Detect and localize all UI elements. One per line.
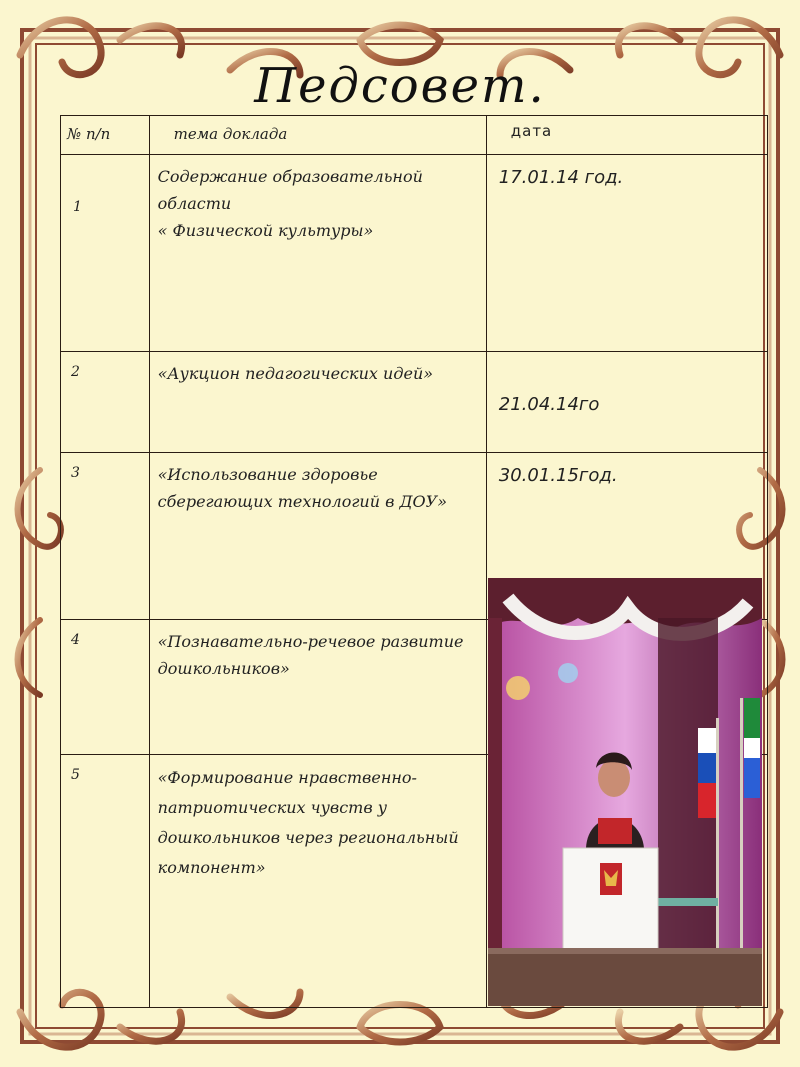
row-topic: «Аукцион педагогических идей» xyxy=(149,352,486,453)
row-number: 5 xyxy=(61,755,150,1008)
event-photo xyxy=(488,578,762,1006)
table-header-row xyxy=(61,116,768,155)
header-date: дата xyxy=(486,116,767,155)
row-topic: «Использование здоровье сберегающих технологий в ДОУ» xyxy=(149,453,486,620)
row-number: 2 xyxy=(61,352,150,453)
row-number: 1 xyxy=(61,155,150,352)
row-date: 21.04.14го xyxy=(486,352,767,453)
header-topic: тема доклада xyxy=(149,116,486,155)
header-number: № п/п xyxy=(61,116,150,155)
table-row xyxy=(61,352,768,453)
row-date: 17.01.14 год. xyxy=(486,155,767,352)
page-title: Педсовет. xyxy=(254,58,546,114)
row-topic: «Формирование нравственно-патриотических чувств у дошкольников через региональный компонент» xyxy=(149,755,486,1008)
table-row xyxy=(61,155,768,352)
row-date: 30.01.15год. xyxy=(486,453,767,620)
row-number: 4 xyxy=(61,620,150,755)
row-topic: Содержание образовательной области « Физической культуры» xyxy=(149,155,486,352)
row-number: 3 xyxy=(61,453,150,620)
row-topic: «Познавательно-речевое развитие дошкольников» xyxy=(149,620,486,755)
